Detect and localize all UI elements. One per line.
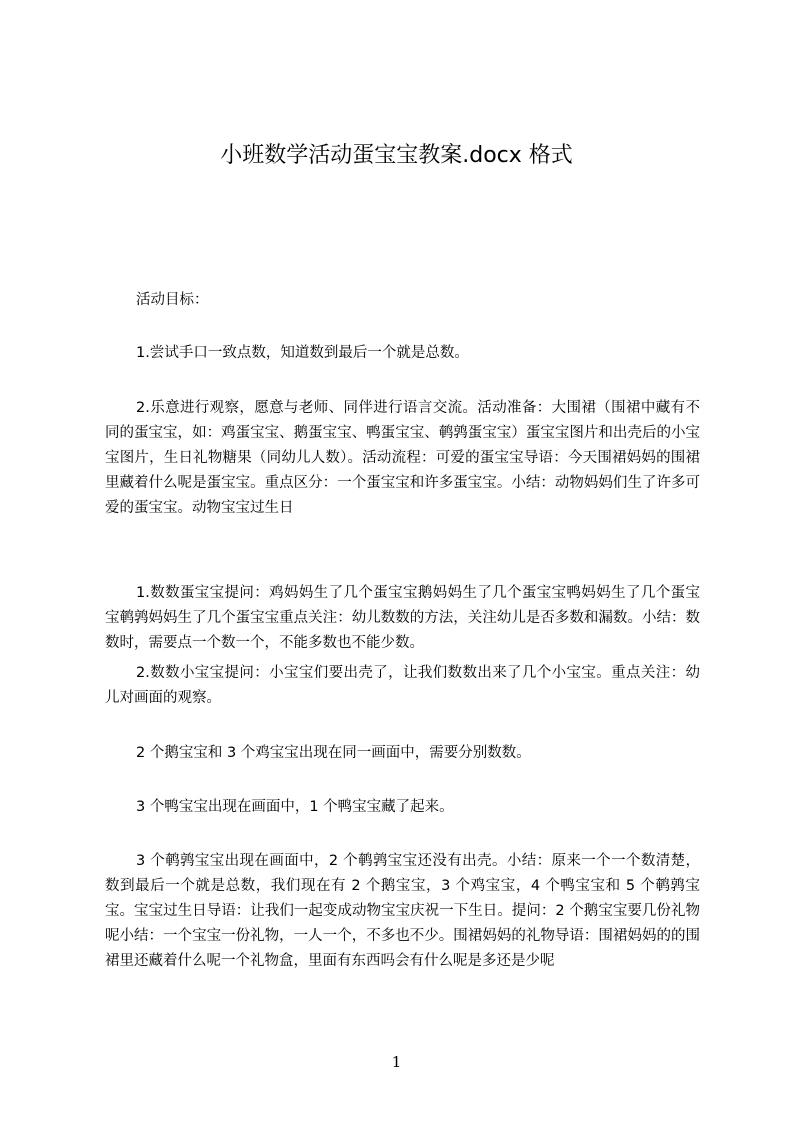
paragraph-count-babies: 2.数数小宝宝提问：小宝宝们要出壳了，让我们数数出来了几个小宝宝。重点关注：幼儿对画面的观察。 — [105, 665, 700, 706]
paragraph-count-eggs: 1.数数蛋宝宝提问：鸡妈妈生了几个蛋宝宝鹅妈妈生了几个蛋宝宝鸭妈妈生了几个蛋宝宝鹌鹑妈妈生了几个蛋宝宝重点关注：幼儿数数的方法，关注幼儿是否多数和漏数。小结：数数时，需要点一个数一个，不能多数也不能少数。 — [105, 585, 700, 651]
paragraph-goals-heading: 活动目标： — [136, 292, 209, 308]
page-number: 1 — [391, 1053, 402, 1071]
paragraph-goal-2-preparation: 2.乐意进行观察，愿意与老师、同伴进行语言交流。活动准备：大围裙（围裙中藏有不同的蛋宝宝，如：鸡蛋宝宝、鹅蛋宝宝、鸭蛋宝宝、鹌鹑蛋宝宝）蛋宝宝图片和出壳后的小宝宝图片，生日礼物糖果（同幼儿人数）。活动流程：可爱的蛋宝宝导语：今天围裙妈妈的围裙里藏着什么呢是蛋宝宝。重点区分：一个蛋宝宝和许多蛋宝宝。小结：动物妈妈们生了许多可爱的蛋宝宝。动物宝宝过生日 — [105, 400, 700, 516]
paragraph-goal-1: 1.尝试手口一致点数，知道数到最后一个就是总数。 — [136, 345, 469, 361]
paragraph-quails-birthday: 3 个鹌鹑宝宝出现在画面中，2 个鹌鹑宝宝还没有出壳。小结：原来一个一个数清楚，数到最后一个就是总数，我们现在有 2 个鹅宝宝，3 个鸡宝宝，4 个鸭宝宝和 5 个鹌鹑宝宝。宝宝过生日导语：让我们一起变成动物宝宝庆祝一下生日。提问：2 个鹅宝宝要几份礼物呢小结：一个宝宝一份礼物，一人一个，不多也不少。围裙妈妈的礼物导语：围裙妈妈的的围裙里还藏着什么呢一个礼物盒，里面有东西吗会有什么呢是多还是少呢 — [105, 853, 700, 969]
paragraph-ducklings: 3 个鸭宝宝出现在画面中，1 个鸭宝宝藏了起来。 — [136, 799, 454, 815]
paragraph-geese-chicks: 2 个鹅宝宝和 3 个鸡宝宝出现在同一画面中，需要分别数数。 — [136, 745, 531, 761]
document-title: 小班数学活动蛋宝宝教案.docx 格式 — [220, 143, 573, 168]
